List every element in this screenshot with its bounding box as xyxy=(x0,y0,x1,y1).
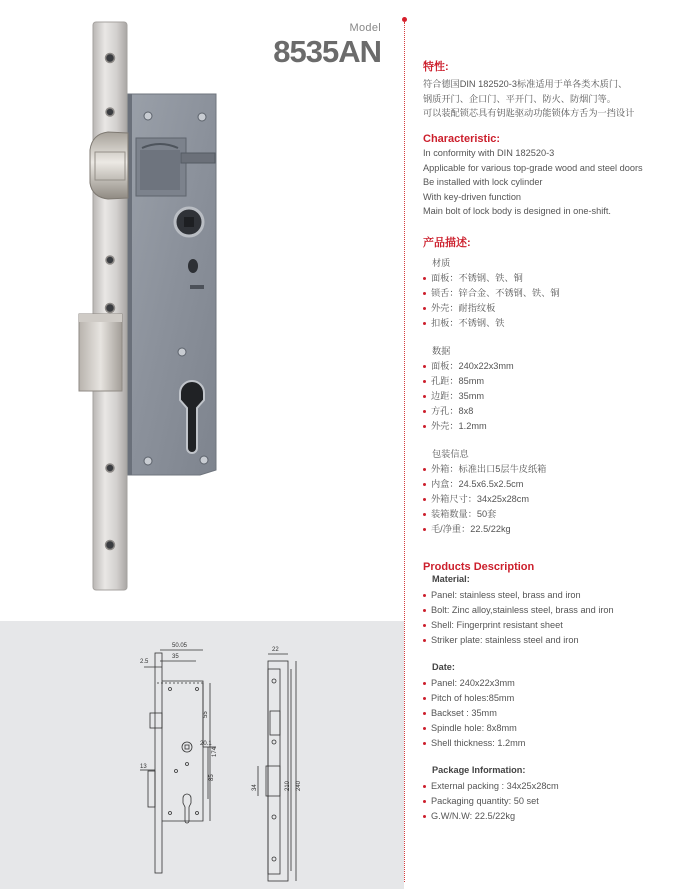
dim-174: 174 xyxy=(212,746,218,757)
desc-en-data-list xyxy=(423,676,683,751)
desc-cn-heading: 产品描述: xyxy=(423,237,471,249)
features-cn-line: 可以装配锁芯具有钥匙驱动功能锁体方舌为一挡设计 xyxy=(423,108,635,118)
desc-cn-package-title: 包装信息 xyxy=(432,449,469,459)
desc-en-package-title: Package Information: xyxy=(432,765,526,775)
dim-55: 55 xyxy=(203,711,209,718)
list-item: 面板：240x22x3mm xyxy=(423,359,683,374)
list-item: 外箱：标准出口5层牛皮纸箱 xyxy=(423,462,683,477)
list-item: Spindle hole: 8x8mm xyxy=(423,721,683,736)
features-cn-text xyxy=(423,77,683,121)
mortise-lock-illustration xyxy=(0,0,404,621)
list-item: Striker plate: stainless steel and iron xyxy=(423,633,683,648)
dim-2-5: 2.5 xyxy=(140,659,149,665)
characteristic-line: Main bolt of lock body is designed in one-shift. xyxy=(423,206,611,216)
desc-cn-data-title: 数据 xyxy=(432,346,451,356)
desc-en-data-title: Date: xyxy=(432,662,455,672)
dim-50-05: 50.05 xyxy=(172,643,188,649)
desc-en-package-list xyxy=(423,779,683,824)
dim-20-1: 20.1 xyxy=(200,741,212,747)
list-item: Panel: 240x22x3mm xyxy=(423,676,683,691)
list-item: 外箱尺寸：34x25x28cm xyxy=(423,492,683,507)
dim-35: 35 xyxy=(172,654,179,660)
list-item: Shell: Fingerprint resistant sheet xyxy=(423,618,683,633)
list-item: Shell thickness: 1.2mm xyxy=(423,736,683,751)
characteristic-line: Be installed with lock cylinder xyxy=(423,177,543,187)
list-item: Packaging quantity: 50 set xyxy=(423,794,683,809)
dim-85: 85 xyxy=(209,774,215,781)
features-cn-heading: 特性: xyxy=(423,61,449,73)
list-item: External packing : 34x25x28cm xyxy=(423,779,683,794)
list-item: 外壳：1.2mm xyxy=(423,419,683,434)
characteristic-line: Applicable for various top-grade wood and steel doors xyxy=(423,162,643,173)
model-label: Model xyxy=(349,22,381,34)
list-item: G.W/N.W: 22.5/22kg xyxy=(423,809,683,824)
dim-22: 22 xyxy=(272,647,279,653)
list-item: 内盒：24.5x6.5x2.5cm xyxy=(423,477,683,492)
list-item: 孔距：85mm xyxy=(423,374,683,389)
characteristic-section xyxy=(423,133,683,219)
list-item: Bolt: Zinc alloy,stainless steel, brass and iron xyxy=(423,603,683,618)
list-item: Pitch of holes:85mm xyxy=(423,691,683,706)
list-item: 方孔：8x8 xyxy=(423,404,683,419)
list-item: Panel: stainless steel, brass and iron xyxy=(423,588,683,603)
features-cn-line: 钢质开门、企口门、平开门、防火、防烟门等。 xyxy=(423,93,616,104)
desc-cn-material-title: 材质 xyxy=(432,258,451,268)
desc-cn-material-list xyxy=(423,271,683,331)
list-item: Backset : 35mm xyxy=(423,706,683,721)
desc-en-section xyxy=(423,561,683,824)
desc-cn-package-list xyxy=(423,462,683,537)
list-item: 外壳：耐指纹板 xyxy=(423,301,683,316)
list-item: 锁舌：锌合金、不锈钢、铁、铜 xyxy=(423,286,683,301)
dim-240: 240 xyxy=(296,780,302,791)
product-photo xyxy=(0,0,404,621)
list-item: 面板：不锈钢、铁、铜 xyxy=(423,271,683,286)
desc-en-material-title: Material: xyxy=(432,574,470,584)
dimension-drawing xyxy=(0,621,404,889)
dim-210: 210 xyxy=(285,780,291,791)
desc-cn-section xyxy=(423,234,683,537)
column-divider xyxy=(404,22,405,882)
desc-en-material-list xyxy=(423,588,683,648)
features-cn-line: 符合德国DIN 182520-3标准适用于单各类木质门、 xyxy=(423,79,628,89)
list-item: 边距：35mm xyxy=(423,389,683,404)
list-item: 装箱数量：50套 xyxy=(423,507,683,522)
features-cn-section xyxy=(423,58,683,121)
characteristic-line: With key-driven function xyxy=(423,191,522,202)
desc-cn-data-list xyxy=(423,359,683,434)
technical-drawing xyxy=(0,621,404,889)
characteristic-heading: Characteristic: xyxy=(423,133,501,145)
dim-34: 34 xyxy=(252,784,258,791)
dead-bolt xyxy=(79,314,122,391)
model-number: 8535AN xyxy=(273,34,381,69)
characteristic-line: In conformity with DIN 182520-3 xyxy=(423,148,555,158)
list-item: 毛/净重：22.5/22kg xyxy=(423,522,683,537)
desc-en-heading: Products Description xyxy=(423,561,535,573)
characteristic-text xyxy=(423,146,683,219)
dim-13: 13 xyxy=(140,764,147,770)
list-item: 扣板：不锈钢、铁 xyxy=(423,316,683,331)
